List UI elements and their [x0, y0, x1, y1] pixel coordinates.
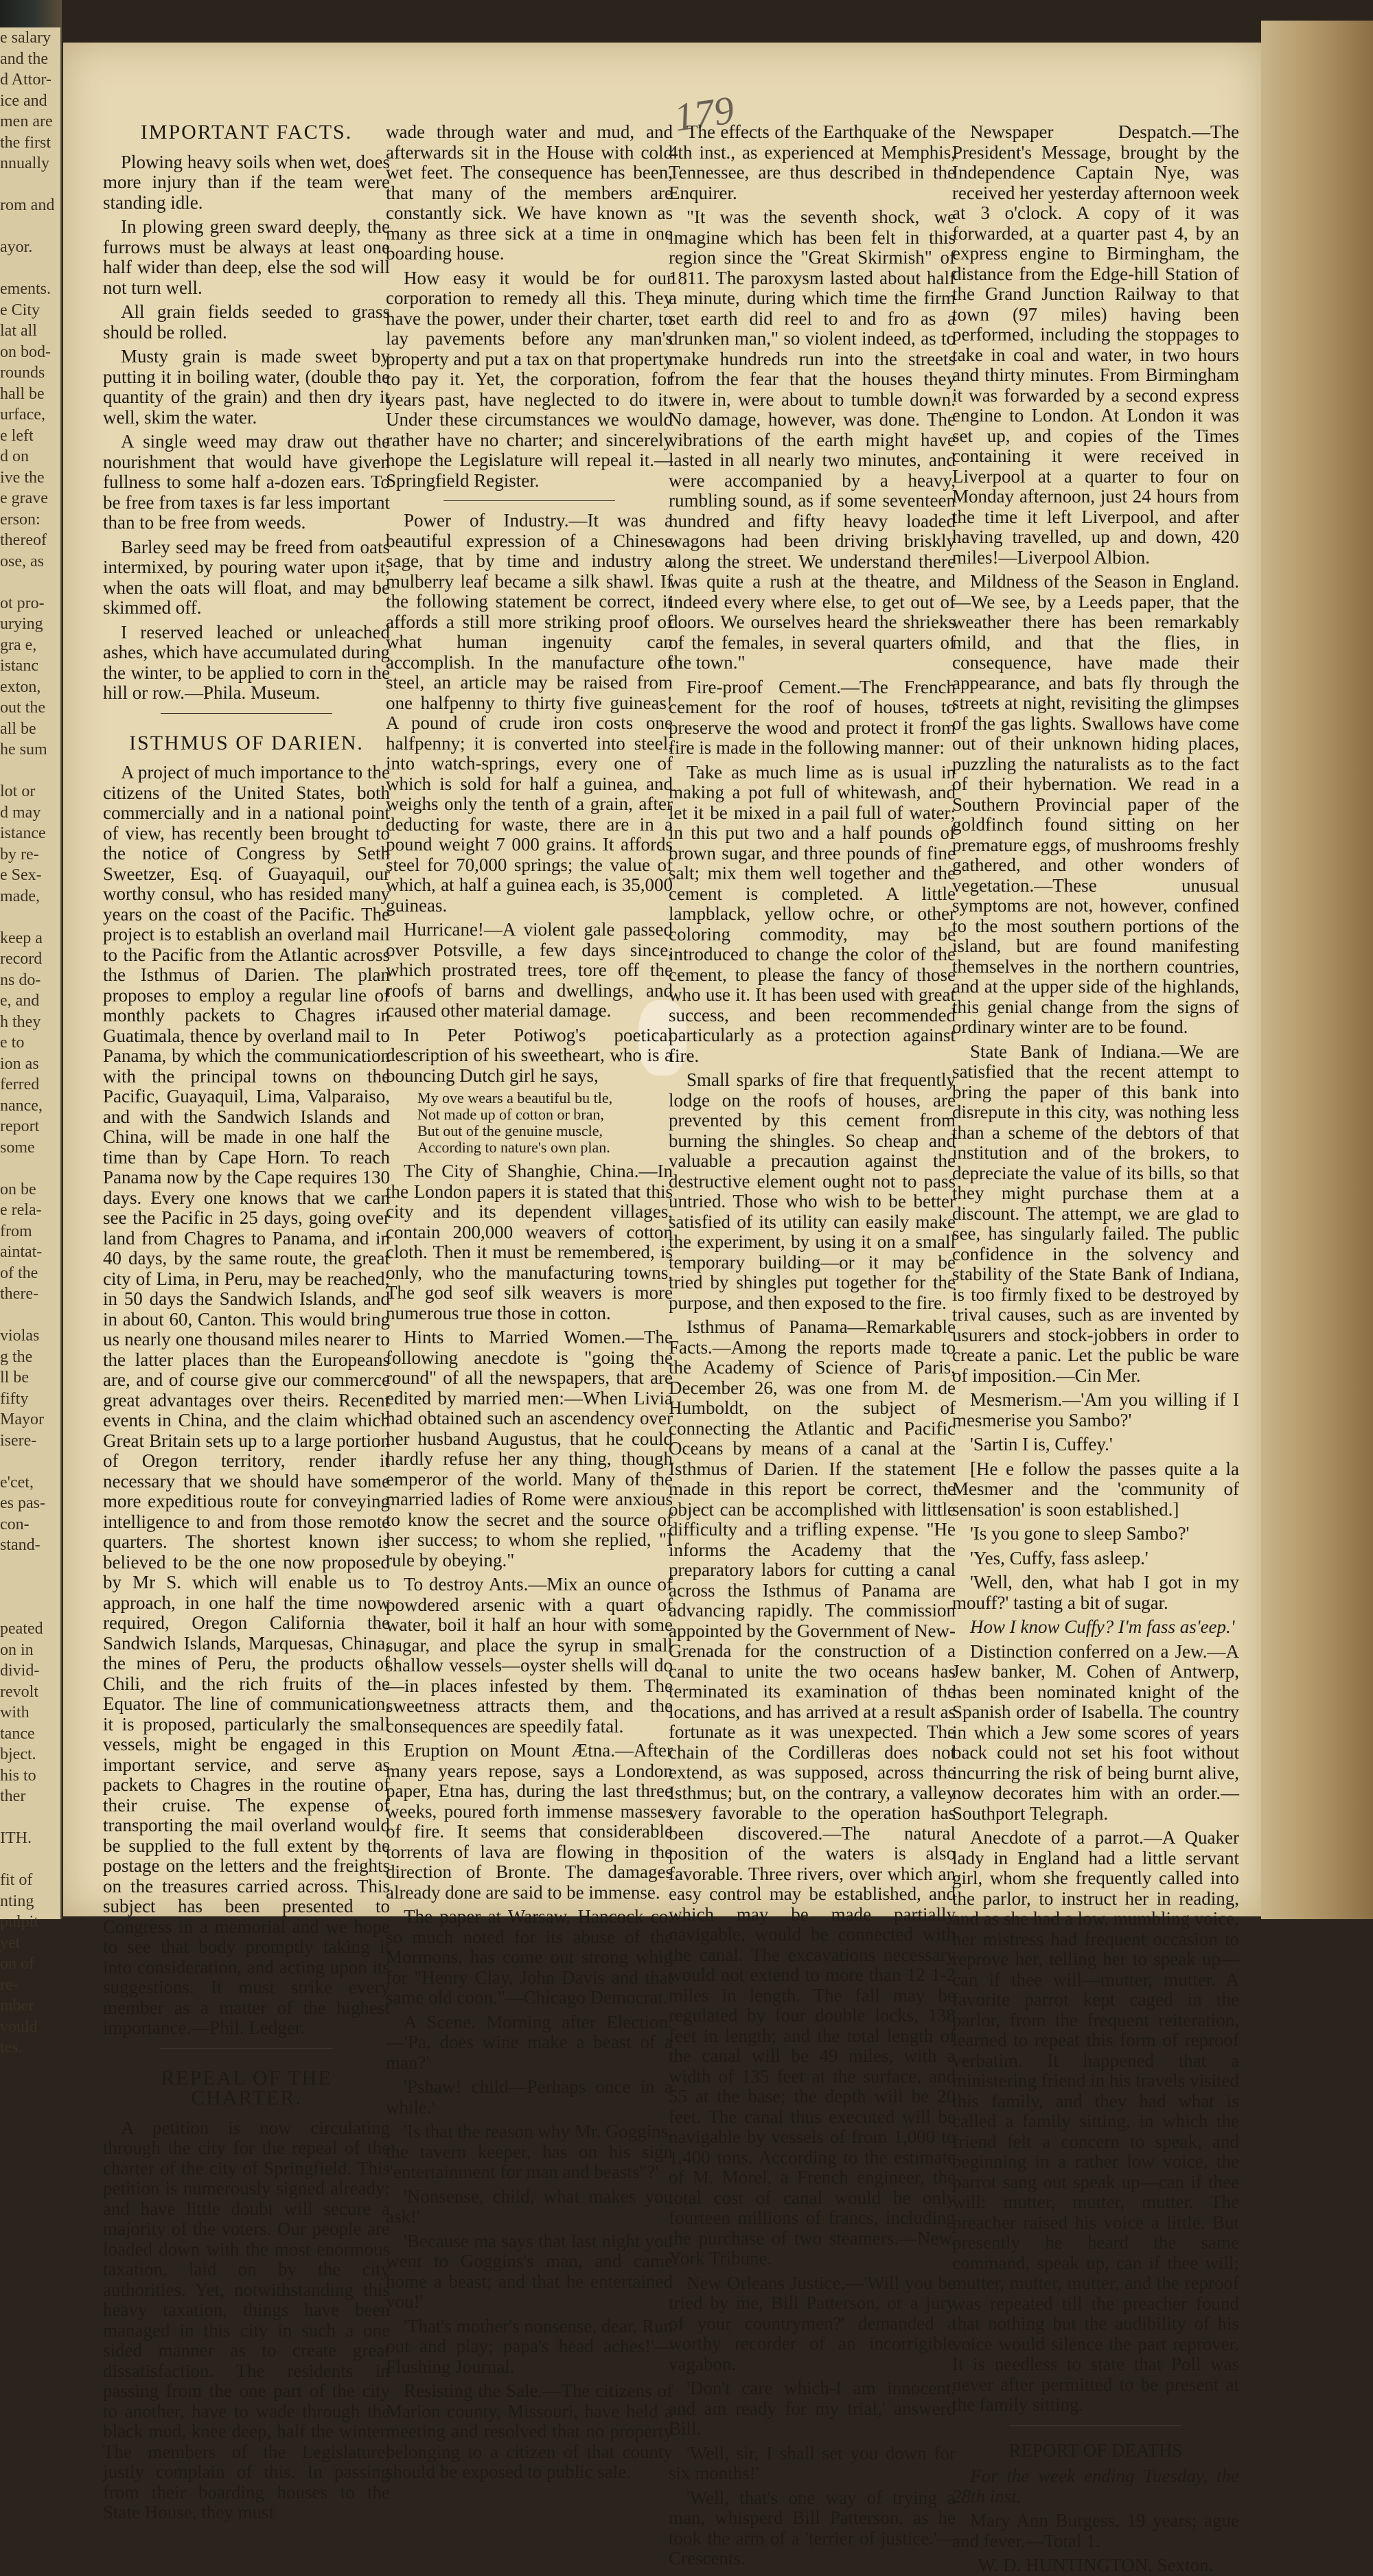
left-page-line: and the — [0, 49, 48, 68]
article-paragraph: Fire-proof Cement.—The French cement for the roof of houses, to preserve the wood and protect it from fire is made in the following manner: — [669, 676, 956, 758]
left-page-line: on in — [0, 1640, 34, 1659]
left-page-line: yet — [0, 1934, 21, 1952]
left-page-line: mber — [0, 1997, 34, 2015]
left-page-line: h they — [0, 1012, 41, 1031]
left-page-line: there- — [0, 1285, 38, 1303]
article-paragraph: 'Is that the reason why Mr. Goggins, the tavern keeper, has on his sign "entertainment for man and beasts"?' — [386, 2121, 673, 2182]
left-page-line: e grave — [0, 489, 48, 507]
article-paragraph: Power of Industry.—It was a beautiful expression of a Chinese sage, that by time and industry a mulberry leaf became a silk shawl. If the following statement be correct, it affords a still more striking proof of what human ingenuity can accomplish. In the manufacture of steel, an article may be raised from one halfpenny to thirty five guineas! A pound of crude iron costs one halfpenny; it is converted into steel, into watch-springs, every one of which is sold for half a guinea, and weighs only the tenth of a grain, after deducting for waste, there are in a pound weight 7 000 grains. It affords steel for 70,000 springs; the value of which, at half a guinea each, is 35,000 guineas. — [386, 510, 673, 916]
article-paragraph: 'Sartin I is, Cuffey.' — [970, 1434, 1113, 1454]
left-page-line: g the — [0, 1347, 33, 1366]
article-paragraph: [He e follow the passes quite a la Mesmer and the 'community of sensation' is soon established.] — [952, 1458, 1239, 1520]
left-page-line: pulpit — [0, 1913, 39, 1931]
article-paragraph: The paper at Warsaw, Hancock co. so much noted for its abuse of the Mormons, has come out strong whig for "Henry Clay, John Davis and that same old coon."—Chicago Democrat. — [386, 1906, 673, 2008]
article-paragraph: How I know Cuffy? I'm fass as'eep.' — [970, 1616, 1235, 1637]
column-4 — [952, 121, 1239, 2575]
article-paragraph: Take as much lime as is usual in making a pot full of whitewash, and let it be mixed in a pail full of water; in this put two and a half pounds of brown sugar, and three pounds of fine salt; mix them well together and the cement is completed. A little lampblack, yellow ochre, or other coloring commodity, may be introduced to change the color of the cement, to please the fancy of those who use it. It has been used with great success, and been recommended particularly as a protection against fire. — [669, 761, 956, 1066]
left-page-line — [0, 761, 60, 782]
article-paragraph: The effects of the Earthquake of the 4th inst., as experienced at Memphis, Tennessee, are thus described in the Enquirer. — [669, 121, 956, 203]
article-paragraph: 'Don't care which-I am innocent, and am ready for my trial,' answerd Bill. — [669, 2378, 956, 2439]
left-page-line: gra e, — [0, 636, 37, 654]
left-page-line: fifty — [0, 1389, 29, 1408]
article-paragraph: To destroy Ants.—Mix an ounce of powdered arsenic with a quart of water, boil it half an hour with some sugar, and place the syrup in small shallow vessels—oyster shells will do—in places infested by them. The sweetness attracts them, and the consequences are speedily fatal. — [386, 1574, 673, 1737]
heading-isthmus-of-darien: ISTHMUS OF DARIEN. — [129, 731, 364, 754]
article-paragraph: 'That's mother's nonsense, dear. Run out and play; papa's head aches!'—Flushing Journal. — [386, 2315, 673, 2377]
left-page-line: from — [0, 1222, 32, 1240]
left-page-line — [0, 1807, 60, 1829]
left-page-line: nance, — [0, 1096, 43, 1115]
column-2 — [386, 121, 673, 2482]
left-page-line: the first — [0, 133, 51, 152]
article-paragraph: Musty grain is made sweet by putting it in boiling water, (double the quantity of the grain) and then dry it well, skim the water. — [103, 346, 390, 428]
left-page-line: e to — [0, 1034, 25, 1052]
article-paragraph: 'Yes, Cuffy, fass asleep.' — [970, 1547, 1149, 1568]
heading-repeal-of-the-charter: REPEAL OF THE CHARTER. — [161, 2066, 332, 2109]
left-page-line: urying — [0, 615, 43, 633]
left-page-line: istance — [0, 824, 46, 842]
left-page-line: ns do- — [0, 971, 41, 989]
article-paragraph: Isthmus of Panama—Remarkable Facts.—Among the reports made to the Academy of Science of Paris, December 26, was one from M. de Humboldt, on the subject of connecting the Atlantic and Pacific Oceans by means of a canal at the Isthmus of Darien. If the statement made in this report be correct, the object can be accomplished with little difficulty and a trifling expense. "He informs the Academy that the preparatory labors for cutting a canal across the Isthmus of Panama are advancing rapidly. The commission appointed by the Government of New-Grenada for the construction of a canal to unite the two oceans has terminated its examination of the locations, and has arrived at a result as fortunate as it was unexpected. The chain of the Cordilleras does not extend, as was supposed, across the Isthmus; but, on the contrary, a valley very favorable to the operation has been discovered.—The natural position of the waters is also favorable. Three rivers, over which an easy control may be established, and which may be made partially navigable, would be connected with the canal. The excavations necessary would not extend to more than 12 1-2 miles in length. The fall may be regulated by four double locks, 138 feet in length; and the total length of the canal will be 49 miles, with a width of 135 feet at the surface, and 55 at the base; the depth will be 20 feet. The canal thus executed will be navigable by vessels of from 1,000 to 1,400 tons. According to the estimate of M. Morel, a French engineer, the total cost of canal would be only fourteen millions of francs, including the purchase of two steamers.—New. York Tribune. — [669, 1316, 956, 2268]
article-paragraph: In Peter Potiwog's poetical description of his sweetheart, who is a bouncing Dutch girl he says, — [386, 1024, 673, 1086]
article-paragraph: Mesmerism.—'Am you willing if I mesmerise you Sambo?' — [952, 1389, 1239, 1430]
handwritten-page-number: 179 — [671, 87, 737, 140]
left-page-line — [0, 216, 60, 237]
left-page-line: con- — [0, 1515, 30, 1533]
article-paragraph: How easy it would be for our corporation to remedy all this. They have the power, under their charter, to lay pavements before any man's property and put a tax on that property to pay it. Yet, the corporation, for years past, have neglected to do it. Under these circumstances we would rather have no charter; and sincerely hope the Legislature will repeal it.—Springfield Register. — [386, 267, 673, 491]
article-paragraph: Small sparks of fire that frequently lodge on the roofs of houses, are prevented by this cement from burning the shingles. So cheap and valuable a precaution against the destructive element ought not to pass untried. Those who wish to be better satisfied of its utility can easily make the experiment, by using it on a small temporary building—or it may be tried by shingles put together for the purpose, and then exposed to the fire. — [669, 1069, 956, 1313]
left-page-line — [0, 1577, 60, 1598]
left-page-line: e salary — [0, 29, 51, 47]
column-1 — [103, 121, 390, 2522]
left-page-line: d may — [0, 803, 41, 822]
article-paragraph: Anecdote of a parrot.—A Quaker lady in England had a little servant girl, whom she frequently called into the parlor, to instruct her in reading, and as she had a low, mumbling voice, her mistress had frequent occasion to reprove her, telling her to speak up—can if thee will—mutter, mutter. A favorite parrot kept caged in the parlor, from the frequent reiteration, learned to repeat this form of reproof verbatim. It happened that a ministering friend in his travels visited this family, and they had what is called a family sitting, in which the friend felt a concern to speak, and beginning in a rather low voice, the parrot sang out speak up—can if thee will: mutter, mutter, mutter. The preacher raised his voice a little. But presently he heard the same command, speak up, can if thee will; mutter, mutter, mutter, and the reproof was repeated till the preacher found that nothing but the audibility of his voice would silence the part reprover. It is needless to state that Poll was never after permitted to be present at the family sitting. — [952, 1827, 1239, 2415]
article-paragraph: A Scene. Morning after Election.—'Pa, does wine make a beast of a man?' — [386, 2011, 673, 2073]
left-page-line: nnually — [0, 154, 49, 172]
left-page-line: thereof — [0, 531, 47, 549]
left-page-line: stand- — [0, 1536, 41, 1554]
article-paragraph: The City of Shanghie, China.—In the London papers it is stated that this city and its dependent villages, contain 200,000 weavers of cotton cloth. Then it must be remembered, is only, who the manufacturing towns. The god seof silk weavers is more numerous true those in cotton. — [386, 1161, 673, 1323]
left-page-line: on of — [0, 1955, 34, 1973]
left-page-line: violas — [0, 1327, 40, 1345]
left-page-line: e, and — [0, 992, 40, 1010]
left-page-line — [0, 1556, 60, 1577]
left-page-line: re- — [0, 1975, 19, 1994]
left-page-line: ayor. — [0, 238, 33, 256]
left-page-line — [0, 1598, 60, 1619]
left-page-line: erson: — [0, 510, 41, 529]
report-period: For the week ending Tuesday, the 28th inst. — [952, 2465, 1239, 2507]
verse-line: Not made up of cotton or bran, — [417, 1106, 604, 1123]
left-page-line: exton, — [0, 677, 41, 696]
left-page-line: all be — [0, 719, 36, 738]
left-page-line: aintat- — [0, 1243, 43, 1261]
column-3 — [669, 121, 956, 2568]
left-page-line: made, — [0, 887, 40, 905]
left-page-line: e left — [0, 426, 34, 445]
page-edge-stack — [1261, 21, 1373, 1919]
article-paragraph: Newspaper Despatch.—The President's Message, brought by the Independence Captain Nye, was received her yesterday afternoon week at 3 o'clock. A copy of it was forwarded, at a quarter past 4, by an express engine to Birmingham, the distance from the Edge-hill Station of the Grand Junction Railway to that town (97 miles) having been performed, including the stoppages to take in coal and water, in two hours and thirty minutes. From Birmingham it was forwarded by a second express engine to London. At London it was set up, and copies of the Times containing it were received in Liverpool at a quarter to four on Monday afternoon, just 24 hours from the time it left Liverpool, and after having travelled, up and down, 420 miles!—Liverpool Albion. — [952, 121, 1239, 568]
article-paragraph: State Bank of Indiana.—We are satisfied that the recent attempt to bring the paper of this bank into disrepute in this city, was nothing less than a scheme of the debtors of that institution and of the brokers, to depreciate the value of its bills, so that they might purchase them at a discount. The attempt, we are glad to see, has singularly failed. The public confidence in the solvency and stability of the State Bank of Indiana, is too firmly fixed to be destroyed by trival causes, such as are invented by usurers and stock-jobbers in order to create a panic. Let the public be ware of imposition.—Cin Mer. — [952, 1041, 1239, 1386]
sexton-signature: W. D. HUNTINGTON, Sexton. — [978, 2555, 1214, 2575]
article-paragraph: Distinction conferred on a Jew.—A Jew banker, M. Cohen of Antwerp, has been nominated knight of the Spanish order of Isabella. The country in which a Jew some scores of years back could not set his foot without incurring the risk of being burnt alive, now decorates him with an order.—Southport Telegraph. — [952, 1640, 1239, 1824]
left-page-line: ll be — [0, 1369, 29, 1386]
left-page-line: vould — [0, 2017, 38, 2036]
left-page-line: Mayor — [0, 1411, 44, 1428]
article-paragraph: 'Nonsense, child, what makes you ask!' — [386, 2185, 673, 2227]
article-paragraph: Plowing heavy soils when wet, does more injury than if the team were standing idle. — [103, 151, 390, 213]
left-page-line: es pas- — [0, 1494, 45, 1512]
left-page-line: by re- — [0, 845, 39, 863]
left-page-line: tes. — [0, 2039, 23, 2056]
left-page-line: men are — [0, 113, 53, 130]
left-page-line: divid- — [0, 1662, 40, 1680]
left-page-fragment — [0, 27, 60, 2056]
left-page-line — [0, 1451, 60, 1472]
left-page-line — [0, 907, 60, 928]
left-page-line: ot pro- — [0, 594, 45, 612]
verse-line: According to nature's own plan. — [417, 1139, 610, 1156]
article-paragraph: 'Because ma says that last night you went to Goggins's man, and came home a beast; and that he entertained you!' — [386, 2230, 673, 2312]
left-page-line: report — [0, 1117, 40, 1135]
article-paragraph: wade through water and mud, and afterwards sit in the House with cold wet feet. The consequence has been, that many of the members are constantly sick. We have known as many as three sick at a time in one boarding house. — [386, 121, 673, 264]
left-page-line: out the — [0, 699, 45, 717]
left-page-line: istanc — [0, 657, 38, 675]
article-paragraph: 'Well, sir, I shall set you down for six months!' — [669, 2442, 956, 2483]
left-page-line: ther — [0, 1787, 26, 1805]
left-page-line: d on — [0, 448, 29, 465]
heading-important-facts: IMPORTANT FACTS. — [140, 121, 353, 143]
left-page-line: with — [0, 1704, 30, 1721]
left-page-line: peated — [0, 1620, 43, 1638]
divider — [1010, 2425, 1182, 2426]
left-page-line: rounds — [0, 364, 45, 382]
left-page-line: nting — [0, 1892, 34, 1910]
article-paragraph: Resisting the Sale.—The citizens of Marion county, Missouri, have held a meeting and resolved that no property belonging to a citizen of that county should be exposed to public sale. — [386, 2380, 673, 2482]
left-page-line — [0, 1305, 60, 1326]
left-page-line: he sum — [0, 741, 47, 758]
left-page-line: fit of — [0, 1871, 33, 1889]
article-paragraph: Barley seed may be freed from oats intermixed, by pouring water upon it, when the oats will float, and may be skimmed off. — [103, 536, 390, 618]
left-page-line: on be — [0, 1180, 36, 1198]
left-page-line: hall be — [0, 384, 45, 403]
article-paragraph: Eruption on Mount Ætna.—After many years repose, says a London paper, Etna has, during the last three weeks, poured forth immense masses of fire. It seems that considerable torrents of lava are flowing in the direction of Bronte. The damages already done are said to be immense. — [386, 1740, 673, 1903]
left-page-line: e City — [0, 301, 40, 319]
left-page-line: d Attor- — [0, 71, 51, 89]
article-paragraph: A petition is now circulating through the city for the repeal of the charter of the city of Springfield. This petition is numerously signed already; and have little doubt will secure a majority of the voters. Our people are loaded down with the most enormous taxation, laid on by the city authorities. Yet, notwithstanding this heavy taxation, things have been managed in this city in such a one sided manner as to create great dissatisfaction. The residents in passing from the one part of the city to another, have to wade through the black mud, knee deep, half the winter. The members of the Legislature, justly complain of this. In passing from their boarding houses to the State House, they must — [103, 2117, 390, 2522]
left-page-line: of the — [0, 1264, 38, 1282]
left-page-line: ements. — [0, 280, 51, 298]
newspaper-page — [63, 43, 1261, 2575]
left-page-line — [0, 1849, 60, 1870]
left-page-line: revolt — [0, 1682, 38, 1701]
left-page-line: ive the — [0, 468, 45, 487]
left-page-line: rom and — [0, 196, 55, 214]
article-paragraph: In plowing green sward deeply, the furrows must be always at least one half wider than deep, else the sod will not turn well. — [103, 216, 390, 298]
left-page-line: ITH. — [0, 1829, 32, 1847]
left-page-line — [0, 174, 60, 196]
left-page-line: tance — [0, 1724, 35, 1743]
article-paragraph: A single weed may draw out the nourishment that would have given fullness to some half a-dozen ears. To be free from taxes is far less important than to be free from weeds. — [103, 431, 390, 533]
left-page-line: e rela- — [0, 1201, 42, 1219]
left-page-line: lot or — [0, 782, 36, 800]
left-page-line: his to — [0, 1766, 36, 1785]
article-paragraph: A project of much importance to the citizens of the United States, both commercially and in a national point of view, has recently been brought to the notice of Congress by Seth Sweetzer, Esq. of Guayaquil, our worthy consul, who has resided many years on the coast of the Pacific. The project is to establish an overland mail to the Pacific from the Atlantic across the Isthmus of Darien. The plan proposes to employ a regular line of monthly packets to Chagres in Guatimala, thence by overland mail to Panama, by which the communication with the principal towns on the Pacific, Guayaquil, Lima, Valparaiso, and with the Sandwich Islands and China, will be made in one half the time than by Cape Horn. To reach Panama now by the Cape requires 130 days. Every one knows that we can see the Pacific in 25 days, going over land from Chagres to Panama, and in 40 days, by the same route, the great city of Lima, in Peru, may be reached; in 50 days the Sandwich Islands, and in about 60, Canton. This would bring us nearly one thousand miles nearer to the latter places than the Europeans are, and of course give our commerce great advantages over theirs. Recent events in China, and the claim which Great Britain sets up to a large portion of Oregon territory, render it necessary that we should have some more expeditious route for conveying intelligence to and from those remote quarters. The shortest known is believed to be the one now proposed by Mr S. which will enable us to approach, in one half the time now required, Oregon California the Sandwich Islands, Marquesas, China, the mines of Peru, the products of Chili, and the rich fruits of the Equator. The line of communication, it is proposed, particularly the small vessels, might be engaged in this important service, and serve as packets to Chagres in the routine of their cruise. The expense of transporting the mail overland would be supplied to the full extent by the postage on the letters and the freights on the treasures carried across. This subject has been presented to Congress in a memorial and we hope to see that body promptly taking it into consideration, and acting upon its suggestions. It must strike every member as a matter of the highest importance.—Phil. Ledger. — [103, 762, 390, 2038]
article-paragraph: 'Well, den, what hab I got in my mouff?' tasting a bit of sugar. — [952, 1572, 1239, 1613]
left-page-line: ose, as — [0, 552, 44, 570]
left-page-line — [0, 572, 60, 593]
left-page-line: keep a — [0, 929, 43, 947]
left-page-line: urface, — [0, 406, 45, 423]
divider — [443, 500, 616, 501]
left-page-line — [0, 1158, 60, 1179]
article-paragraph: I reserved leached or unleached ashes, which have accumulated during the winter, to be applied to corn in the hill or row.—Phila. Museum. — [103, 621, 390, 703]
left-page-line: e'cet, — [0, 1473, 34, 1492]
verse-line: But out of the genuine muscle, — [417, 1122, 603, 1139]
heading-report-of-deaths: REPORT OF DEATHS — [1008, 2439, 1183, 2461]
article-paragraph: All grain fields seeded to grass should be rolled. — [103, 301, 390, 343]
left-page-line: bject. — [0, 1745, 36, 1763]
divider — [161, 713, 333, 714]
verse-line: My ove wears a beautiful bu tle, — [417, 1089, 613, 1106]
article-paragraph: New Orleans Justice.—'Will you be tried by me, Bill Patterson, or a jury of your countrymen?' demanded a worthy recorder of an incorrigible vagabon. — [669, 2272, 956, 2374]
article-paragraph: "It was the seventh shock, we imagine which has been felt in this region since the "Great Skirmish" of 1811. The paroxysm lasted about half a minute, during which time the firm set earth did reel to and fro as a drunken man," so violent indeed, as to make hundreds run into the streets from the fear that the houses they were in, were about to tumble down. No damage, however, was done. The vibrations of the earth might have lasted in all nearly two minutes, and were accompanied by a heavy, rumbling sound, as if some seventeen hundred and fifty heavy loaded wagons had been driving briskly along the street. We understand there was quite a rush at the theatre, and indeed every where else, to get out of doors. We ourselves heard the shrieks of the females, in several quarters of the town." — [669, 207, 956, 673]
left-page-line: on bod- — [0, 343, 51, 361]
left-page-line: ice and — [0, 91, 47, 110]
article-paragraph: 'Well, that's one way of trying a man, whisperd Bill Patterson, as he took the arm of a 'terrier of justice.'—Crescents. — [669, 2487, 956, 2568]
left-page-line: some — [0, 1138, 35, 1157]
article-paragraph: Hints to Married Women.—The following anecdote is "going the round" of all the newspapers, that are edited by married men:—When Livia had obtained such an ascendency over her husband Augustus, that he could hardly refuse her any thing, though emperor of the world. Many of the married ladies of Rome were anxious to know the secret and the source of her success; to whom she replied, "I rule by obeying." — [386, 1327, 673, 1570]
left-page-line — [0, 258, 60, 279]
article-paragraph: Hurricane!—A violent gale passed over Potsville, a few days since, which prostrated trees, tore off the roofs of barns and dwellings, and caused other material damage. — [386, 919, 673, 1021]
left-page-line: isere- — [0, 1431, 37, 1450]
article-paragraph: 'Is you gone to sleep Sambo?' — [970, 1523, 1190, 1544]
left-page-line: e Sex- — [0, 866, 42, 884]
death-entry: Mary Ann Burgess, 19 years; ague and fever.—Total 1. — [952, 2510, 1239, 2551]
left-page-line: lat all — [0, 322, 37, 340]
article-paragraph: Mildness of the Season in England.—We see, by a Leeds paper, that the weather there has been remarkably mild, and that the flies, in consequence, have made their appearance, and bats fly through the streets at night, revisiting the glimpses of the gas lights. Swallows have come out of their unknown hiding places, puzzling the naturalists as to the fact of their hybernation. We read in a Southern Provincial paper of the goldfinch found sitting on her premature eggs, of mushrooms freshly gathered, and other wonders of vegetation.—These unusual symptoms are not, however, confined to the most southern portions of the island, but are found manifesting themselves in the northern countries, and at the upper side of the highlands, this genial change from the signs of ordinary winter are to be found. — [952, 571, 1239, 1037]
left-page-line: record — [0, 950, 43, 968]
article-paragraph: 'Pshaw! child—Perhaps once in a while.' — [386, 2076, 673, 2117]
divider — [161, 2048, 333, 2049]
left-page-line: ferred — [0, 1076, 40, 1093]
left-page-line: ion as — [0, 1054, 39, 1073]
